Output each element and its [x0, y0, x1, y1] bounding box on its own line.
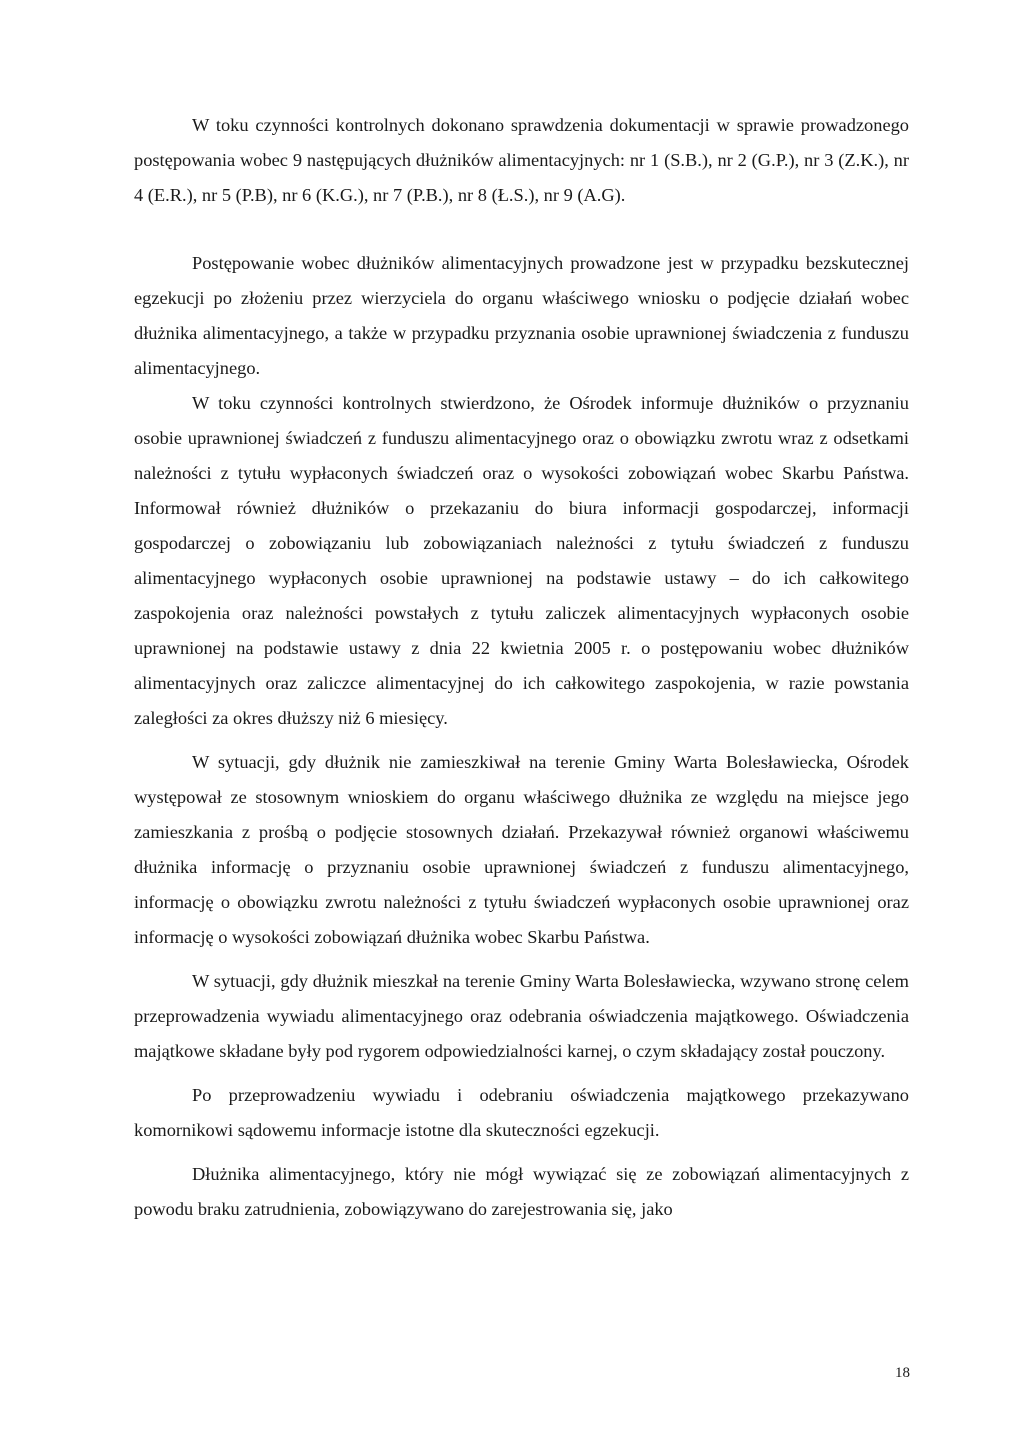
page-number: 18 [895, 1365, 910, 1381]
paragraph-2: Postępowanie wobec dłużników alimentacyjnych prowadzone jest w przypadku bezskutecznej egzekucji po złożeniu przez wierzyciela do organu właściwego wniosku o podjęcie działań wobec dłużnika alimentacyjnego, a także w przypadku przyznania osobie uprawnionej świadczenia z funduszu alimentacyjnego. [134, 253, 909, 378]
paragraph-3: W toku czynności kontrolnych stwierdzono, że Ośrodek informuje dłużników o przyznaniu osobie uprawnionej świadczeń z funduszu alimentacyjnego oraz o obowiązku zwrotu wraz z odsetkami należności z tytułu wypłaconych świadczeń oraz o wysokości zobowiązań wobec Skarbu Państwa. Informował również dłużników o przekazaniu do biura informacji gospodarczej, informacji gospodarczej o zobowiązaniu lub zobowiązaniach należności z tytułu świadczeń z funduszu alimentacyjnego wypłaconych osobie uprawnionej na podstawie ustawy – do ich całkowitego zaspokojenia oraz należności powstałych z tytułu zaliczek alimentacyjnych wypłaconych osobie uprawnionej na podstawie ustawy z dnia 22 kwietnia 2005 r. o postępowaniu wobec dłużników alimentacyjnych oraz zaliczce alimentacyjnej do ich całkowitego zaspokojenia, w razie powstania zaległości za okres dłuższy niż 6 miesięcy. [134, 393, 909, 728]
paragraph-6: Po przeprowadzeniu wywiadu i odebraniu oświadczenia majątkowego przekazywano komornikowi sądowemu informacje istotne dla skuteczności egzekucji. [134, 1085, 909, 1140]
paragraph-5: W sytuacji, gdy dłużnik mieszkał na terenie Gminy Warta Bolesławiecka, wzywano stronę celem przeprowadzenia wywiadu alimentacyjnego oraz odebrania oświadczenia majątkowego. Oświadczenia majątkowe składane były pod rygorem odpowiedzialności karnej, o czym składający został pouczony. [134, 971, 909, 1061]
paragraph-4: W sytuacji, gdy dłużnik nie zamieszkiwał na terenie Gminy Warta Bolesławiecka, Ośrodek występował ze stosownym wnioskiem do organu właściwego dłużnika ze względu na miejsce jego zamieszkania z prośbą o podjęcie stosownych działań. Przekazywał również organowi właściwemu dłużnika informację o przyznaniu osobie uprawnionej świadczeń z funduszu alimentacyjnego, informację o obowiązku zwrotu należności z tytułu świadczeń wypłaconych osobie uprawnionej oraz informację o wysokości zobowiązań dłużnika wobec Skarbu Państwa. [134, 752, 909, 947]
document-body [134, 108, 909, 1227]
paragraph-1: W toku czynności kontrolnych dokonano sprawdzenia dokumentacji w sprawie prowadzonego postępowania wobec 9 następujących dłużników alimentacyjnych: nr 1 (S.B.), nr 2 (G.P.), nr 3 (Z.K.), nr 4 (E.R.), nr 5 (P.B), nr 6 (K.G.), nr 7 (P.B.), nr 8 (Ł.S.), nr 9 (A.G). [134, 115, 909, 205]
paragraph-7: Dłużnika alimentacyjnego, który nie mógł wywiązać się ze zobowiązań alimentacyjnych z powodu braku zatrudnienia, zobowiązywano do zarejestrowania się, jako [134, 1164, 909, 1219]
